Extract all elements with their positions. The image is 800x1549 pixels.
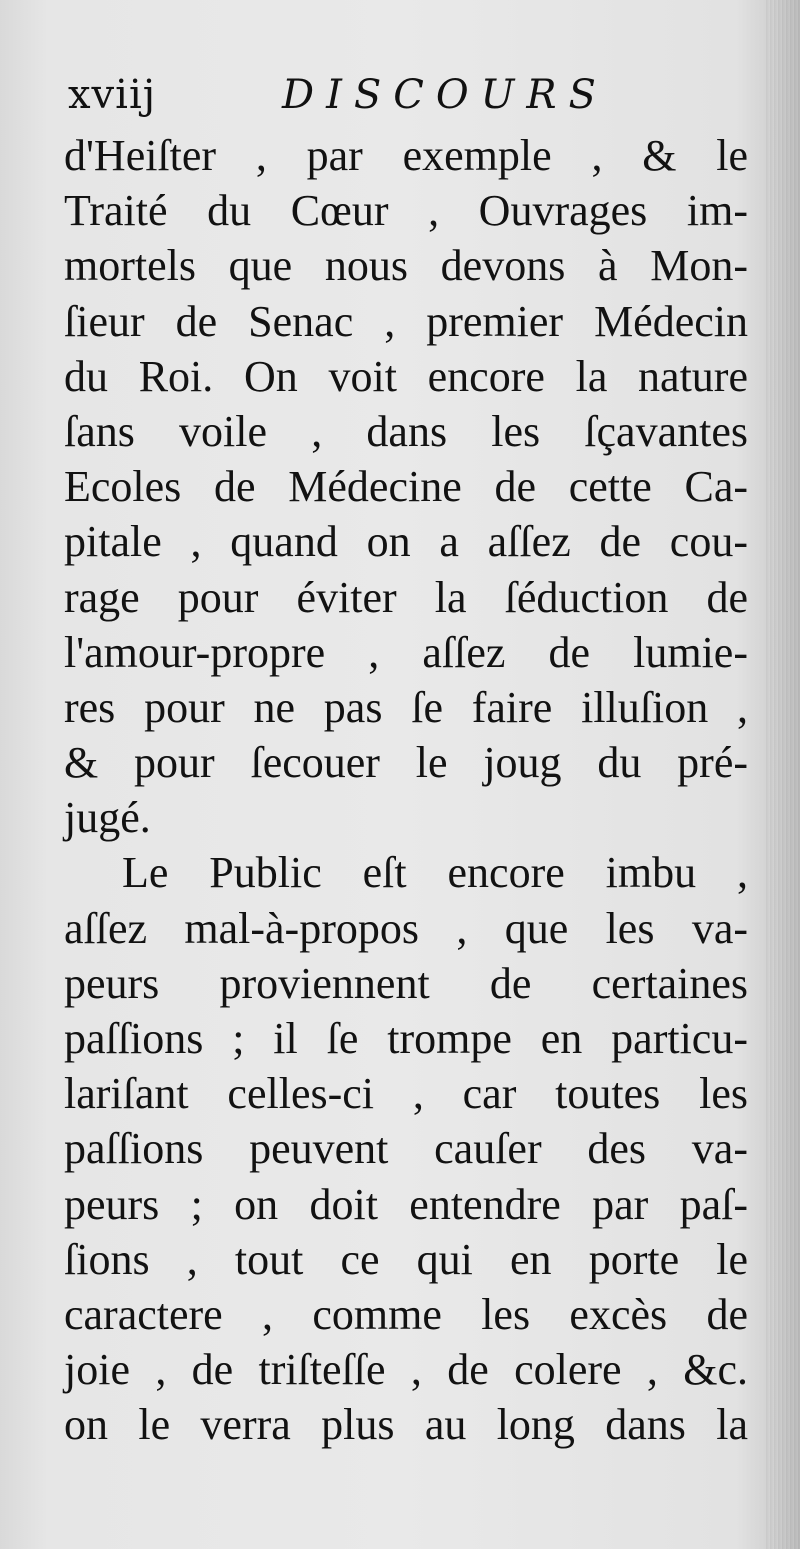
paragraph-start-line: Le Public eſt encore imbu ,	[122, 848, 748, 898]
paragraph-end-line: jugé.	[64, 793, 151, 843]
text-line: ſions , tout ce qui en porte le	[64, 1234, 748, 1284]
text-line: & pour ſecouer le joug du pré-	[64, 738, 748, 788]
text-line: paſſions peuvent cauſer des va-	[64, 1124, 748, 1174]
text-line: on le verra plus au long dans la	[64, 1400, 748, 1450]
text-line: peurs ; on doit entendre par paſ-	[64, 1179, 748, 1229]
text-line: du Roi. On voit encore la nature	[64, 351, 748, 401]
text-line: peurs proviennent de certaines	[64, 958, 748, 1008]
text-line: res pour ne pas ſe faire illuſion ,	[64, 682, 748, 732]
text-line: d'Heiſter , par exemple , & le	[64, 131, 748, 180]
text-line: paſſions ; il ſe trompe en particu-	[64, 1014, 748, 1063]
text-line: ſieur de Senac , premier Médecin	[64, 296, 748, 346]
text-line: mortels que nous devons à Mon-	[64, 241, 748, 291]
text-line: lariſant celles-ci , car toutes les	[64, 1069, 748, 1119]
body-text	[64, 128, 748, 1453]
text-line: Traité du Cœur , Ouvrages im-	[64, 186, 748, 236]
text-line: Ecoles de Médecine de cette Ca-	[64, 462, 748, 512]
text-line: aſſez mal-à-propos , que les va-	[64, 903, 748, 953]
text-line: rage pour éviter la ſéduction de	[64, 572, 748, 622]
page-number: xviij	[68, 72, 157, 118]
running-title: DISCOURS	[282, 72, 608, 118]
page-header	[68, 68, 748, 130]
text-line: pitale , quand on a aſſez de cou-	[64, 517, 748, 567]
text-line: joie , de triſteſſe , de colere , &c.	[64, 1345, 748, 1395]
text-line: caractere , comme les excès de	[64, 1289, 748, 1339]
text-line: ſans voile , dans les ſçavantes	[64, 406, 748, 456]
text-line: l'amour-propre , aſſez de lumie-	[64, 627, 748, 677]
page-edge-shadow	[766, 0, 800, 1549]
